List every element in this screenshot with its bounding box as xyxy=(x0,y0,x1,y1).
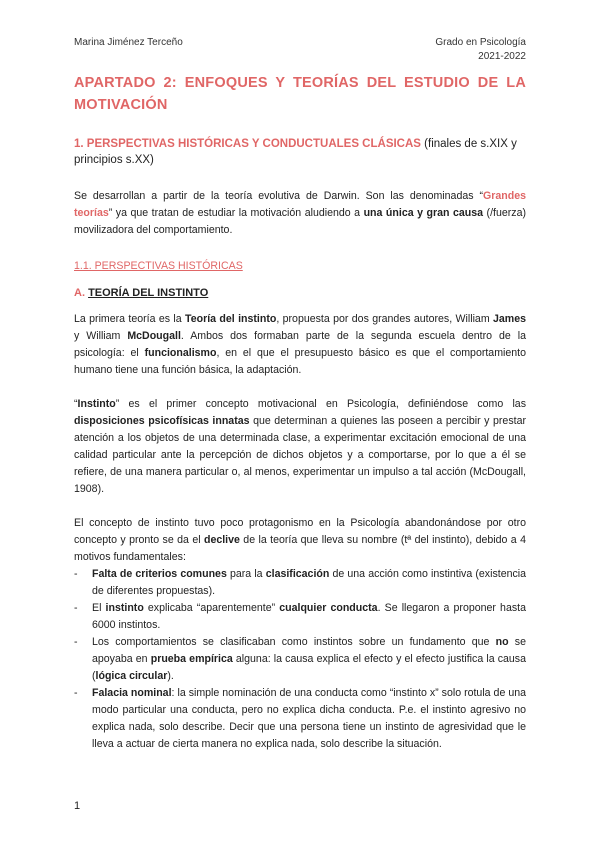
text: explicaba “aparentemente” xyxy=(143,602,280,614)
text: se apoyaba en xyxy=(92,636,526,665)
section-heading xyxy=(74,136,526,168)
bold-text: prueba empírica xyxy=(150,653,233,665)
text: para la xyxy=(226,568,266,580)
paragraph-3 xyxy=(74,515,526,566)
text: : la simple nominación de una conducta como “instinto x” solo rotula de una modo particular una conducta, pero no explica dicha conducta. P.e. el instinto agresivo no explica nada, solo describe. Decir que una persona tiene un instinto de agresividad que le lleva a actuar de cierta manera no explica nada, solo describe la situación. xyxy=(92,687,526,750)
list-item xyxy=(92,600,526,634)
header-author: Marina Jiménez Terceño xyxy=(74,37,183,48)
text: , en el que el presupuesto básico es que el comportamiento humano tiene una función básica, la adaptación. xyxy=(74,347,526,376)
subsection-heading: 1.1. PERSPECTIVAS HISTÓRICAS xyxy=(74,260,243,272)
intro-paragraph xyxy=(74,188,526,239)
bold-text: clasificación xyxy=(265,568,330,580)
text: de una acción como instintiva (existencia de diferentes propuestas). xyxy=(92,568,527,597)
bold-text: Falta de criterios comunes xyxy=(92,568,227,580)
header-year: 2021-2022 xyxy=(478,51,526,62)
bold-text: Teoría del instinto xyxy=(185,313,277,325)
theory-title: TEORÍA DEL INSTINTO xyxy=(88,287,209,299)
header-degree: Grado en Psicología xyxy=(435,37,526,48)
text: ” es el primer concepto motivacional en Psicología, definiéndose como las xyxy=(115,398,526,410)
bold-text: McDougall xyxy=(127,330,181,342)
text: alguna: la causa explica el efecto y el efecto justifica la causa ( xyxy=(92,653,526,682)
theory-letter: A. xyxy=(74,287,85,299)
bold-text: Falacia nominal xyxy=(92,687,172,699)
bold-text: disposiciones psicofísicas innatas xyxy=(74,415,250,427)
bold-text: cualquier conducta xyxy=(279,602,378,614)
bold-text: declive xyxy=(203,534,240,546)
text: y William xyxy=(74,330,128,342)
text: ). xyxy=(167,670,174,682)
page-number: 1 xyxy=(74,800,81,812)
text: ” ya que tratan de estudiar la motivación aludiendo a xyxy=(108,207,364,219)
text: (/fuerza) movilizadora del comportamiento. xyxy=(74,207,526,236)
section-heading-main: 1. PERSPECTIVAS HISTÓRICAS Y CONDUCTUALES CLÁSICAS xyxy=(74,138,421,150)
text: El xyxy=(92,602,106,614)
content xyxy=(74,72,526,753)
text: La primera teoría es la xyxy=(74,313,186,325)
paragraph-2 xyxy=(74,396,526,498)
highlight: Grandes teorías xyxy=(74,190,526,219)
text: que determinan a quienes las poseen a percibir y prestar atención a los objetos de una determinada clase, a experimentar excitación emocional de una calidad particular ante la percepción de dichos objetos y a comportarse, por lo que a él se refiere, de una manera particular o, al menos, experimentar un impulso a tal acción (McDougall, 1908). xyxy=(74,415,526,495)
bold-text: James xyxy=(493,313,527,325)
page-title: APARTADO 2: ENFOQUES Y TEORÍAS DEL ESTUDIO DE LA MOTIVACIÓN xyxy=(74,75,526,113)
theory-heading xyxy=(74,285,526,301)
list-item xyxy=(92,685,526,753)
text: . Se llegaron a proponer hasta 6000 instintos. xyxy=(92,602,526,631)
paragraph-1 xyxy=(74,311,526,379)
header-right xyxy=(435,36,526,64)
text: . Ambos dos formaban parte de la segunda escuela dentro de la psicología: el xyxy=(74,330,526,359)
bold-text: instinto xyxy=(105,602,144,614)
text: Los comportamientos se clasificaban como instintos sobre un fundamento que xyxy=(92,636,496,648)
bold-text: una única y gran causa xyxy=(363,207,484,219)
text: “ xyxy=(74,398,78,410)
text: , propuesta por dos grandes autores, William xyxy=(276,313,494,325)
bold-text: Instinto xyxy=(77,398,116,410)
text: de la teoría que lleva su nombre (tª del instinto), debido a 4 motivos fundamentales: xyxy=(74,534,526,563)
list-item xyxy=(92,566,526,600)
list-item xyxy=(92,634,526,685)
section-heading-note: (finales de s.XIX y principios s.XX) xyxy=(74,138,517,166)
bold-text: no xyxy=(495,636,509,648)
text: El concepto de instinto tuvo poco protagonismo en la Psicología abandonándose por otro concepto y pronto se da el xyxy=(74,517,526,546)
bold-text: lógica circular xyxy=(95,670,168,682)
bold-text: funcionalismo xyxy=(144,347,217,359)
reasons-list xyxy=(74,566,526,753)
text: Se desarrollan a partir de la teoría evolutiva de Darwin. Son las denominadas “ xyxy=(74,190,484,202)
